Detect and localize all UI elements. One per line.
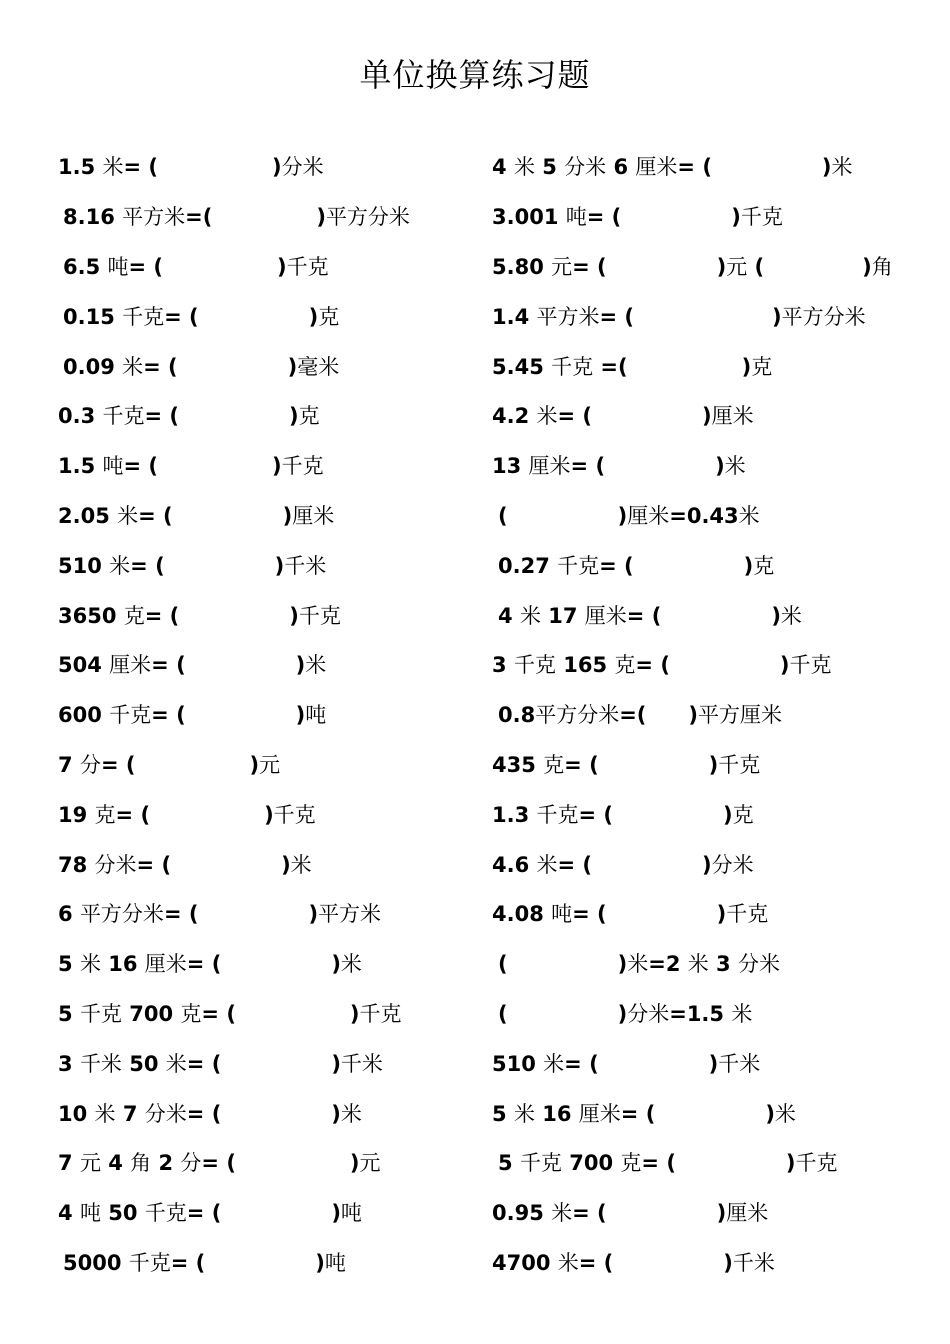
exercise-row bbox=[58, 1239, 478, 1289]
exercise-unit: )分米 bbox=[272, 155, 324, 180]
exercise-unit: )千克 bbox=[277, 254, 329, 279]
exercise-row bbox=[58, 492, 478, 542]
exercise-unit: )千克 bbox=[785, 1151, 838, 1176]
exercise-row bbox=[492, 392, 932, 442]
exercise-unit: )吨 bbox=[295, 703, 327, 728]
exercise-unit: )元 bbox=[349, 1151, 381, 1176]
exercise-unit: )米 bbox=[765, 1101, 796, 1126]
exercise-unit: )千米 bbox=[331, 1051, 383, 1076]
exercise-row bbox=[58, 193, 478, 243]
exercise-unit: )角 bbox=[862, 254, 893, 279]
exercise-prompt: 2.05 米= ( bbox=[58, 503, 173, 528]
exercise-unit: )千克 bbox=[349, 1001, 402, 1026]
exercise-prompt: 3 千米 50 米= ( bbox=[58, 1051, 222, 1076]
exercise-prompt: 5.80 元= ( bbox=[492, 254, 607, 279]
exercise-row bbox=[492, 591, 932, 641]
exercise-prompt: 0.3 千克= ( bbox=[58, 404, 180, 429]
exercise-unit: )克 bbox=[741, 354, 773, 379]
right-column bbox=[492, 143, 932, 1288]
exercise-prompt: 5000 千克= ( bbox=[63, 1250, 206, 1275]
exercise-prompt: 4 米 17 厘米= ( bbox=[498, 603, 662, 628]
exercise-unit: )厘米 bbox=[702, 404, 754, 429]
exercise-prompt: 78 分米= ( bbox=[58, 852, 172, 877]
exercise-unit: )米 bbox=[715, 454, 746, 479]
exercise-row bbox=[58, 1189, 478, 1239]
exercise-row bbox=[58, 840, 478, 890]
exercise-prompt: 4 米 5 分米 6 厘米= ( bbox=[492, 155, 712, 180]
exercise-prompt: 13 厘米= ( bbox=[492, 454, 606, 479]
exercise-prompt: 5.45 千克 =( bbox=[492, 354, 628, 379]
exercise-prompt: 435 克= ( bbox=[492, 752, 599, 777]
exercise-prompt: 600 千克= ( bbox=[58, 703, 186, 728]
exercise-prompt: 5 千克 700 克= ( bbox=[58, 1001, 236, 1026]
exercise-prompt: 510 米= ( bbox=[492, 1051, 599, 1076]
exercise-prompt: 1.5 米= ( bbox=[58, 155, 159, 180]
exercise-row bbox=[492, 492, 932, 542]
exercise-row bbox=[492, 193, 932, 243]
exercise-row bbox=[492, 940, 932, 990]
exercise-row bbox=[492, 1039, 932, 1089]
exercise-unit: )分米=1.5 米 bbox=[617, 1001, 753, 1026]
exercise-prompt: 10 米 7 分米= ( bbox=[58, 1101, 222, 1126]
exercise-prompt: 4.08 吨= ( bbox=[492, 902, 607, 927]
exercise-unit: )千米 bbox=[723, 1250, 775, 1275]
exercise-prompt: 6.5 吨= ( bbox=[63, 254, 164, 279]
exercise-unit: )米 bbox=[331, 952, 362, 977]
exercise-unit: )平方厘米 bbox=[688, 703, 783, 728]
exercise-row bbox=[58, 1139, 478, 1189]
page-title: 单位换算练习题 bbox=[359, 56, 591, 94]
exercise-prompt: 4.2 米= ( bbox=[492, 404, 593, 429]
exercise-unit: )千克 bbox=[779, 653, 832, 678]
exercise-prompt: 3.001 吨= ( bbox=[492, 205, 622, 230]
exercise-row bbox=[492, 1239, 932, 1289]
exercise-prompt: 7 元 4 角 2 分= ( bbox=[58, 1151, 236, 1176]
exercise-prompt: 4.6 米= ( bbox=[492, 852, 593, 877]
exercise-unit: )平方分米 bbox=[772, 304, 866, 329]
exercise-prompt: 504 厘米= ( bbox=[58, 653, 186, 678]
exercise-row bbox=[492, 790, 932, 840]
exercise-prompt: 5 千克 700 克= ( bbox=[498, 1151, 676, 1176]
exercise-row bbox=[58, 691, 478, 741]
exercise-unit: )克 bbox=[289, 404, 320, 429]
exercise-unit: )克 bbox=[723, 802, 754, 827]
exercise-row bbox=[58, 243, 478, 293]
exercise-prompt: 7 分= ( bbox=[58, 752, 136, 777]
exercise-row bbox=[58, 641, 478, 691]
exercise-prompt: 0.15 千克= ( bbox=[63, 304, 199, 329]
exercise-row bbox=[492, 691, 932, 741]
exercise-unit: )千克 bbox=[716, 902, 769, 927]
exercise-unit: )毫米 bbox=[287, 354, 340, 379]
exercise-row bbox=[58, 940, 478, 990]
exercise-unit: )平方米 bbox=[308, 902, 382, 927]
exercise-prompt: 8.16 平方米=( bbox=[63, 205, 213, 230]
exercise-unit: )厘米= bbox=[617, 503, 687, 528]
exercise-row bbox=[58, 143, 478, 193]
exercise-prompt: ( bbox=[498, 952, 508, 977]
exercise-unit: )米 bbox=[331, 1101, 362, 1126]
exercise-row bbox=[492, 1139, 932, 1189]
exercise-unit: )厘米 bbox=[282, 503, 335, 528]
exercise-row bbox=[492, 741, 932, 791]
left-column bbox=[58, 143, 478, 1288]
exercise-prompt: 3650 克= ( bbox=[58, 603, 180, 628]
exercise-row bbox=[492, 292, 932, 342]
exercise-row bbox=[492, 1089, 932, 1139]
exercise-unit: )米=2 米 3 分米 bbox=[617, 952, 780, 977]
exercise-prompt: 4 吨 50 千克= ( bbox=[58, 1201, 222, 1226]
exercise-prompt: 19 克= ( bbox=[58, 802, 151, 827]
exercise-unit: )吨 bbox=[315, 1250, 346, 1275]
exercise-unit: )千克 bbox=[264, 802, 316, 827]
exercise-unit: )米 bbox=[295, 653, 327, 678]
exercise-unit: )元 ( bbox=[716, 254, 765, 279]
exercise-row bbox=[58, 790, 478, 840]
exercise-row bbox=[492, 641, 932, 691]
exercise-prompt: 0.09 米= ( bbox=[63, 354, 178, 379]
exercise-row bbox=[492, 1189, 932, 1239]
exercise-unit: )厘米 bbox=[716, 1201, 769, 1226]
exercise-unit: )千米 bbox=[274, 553, 327, 578]
exercise-row bbox=[492, 243, 932, 293]
exercise-row bbox=[492, 840, 932, 890]
exercise-row bbox=[58, 1039, 478, 1089]
exercise-prompt: ( bbox=[498, 1001, 508, 1026]
exercise-row bbox=[492, 890, 932, 940]
exercise-row bbox=[58, 1089, 478, 1139]
exercise-prompt: 1.5 吨= ( bbox=[58, 454, 159, 479]
exercise-prompt: 6 平方分米= ( bbox=[58, 902, 199, 927]
exercise-unit: )千克 bbox=[731, 205, 783, 230]
exercise-unit: 米 bbox=[738, 503, 760, 528]
exercise-prompt: 4700 米= ( bbox=[492, 1250, 614, 1275]
exercise-prompt: 5 米 16 厘米= ( bbox=[58, 952, 222, 977]
exercise-prompt: 1.4 平方米= ( bbox=[492, 304, 635, 329]
exercise-unit: )克 bbox=[743, 553, 775, 578]
exercise-row bbox=[58, 541, 478, 591]
exercise-row bbox=[58, 741, 478, 791]
exercise-unit: )千克 bbox=[708, 752, 761, 777]
exercise-row bbox=[492, 442, 932, 492]
exercise-prompt: 0.8平方分米=( bbox=[498, 703, 647, 728]
exercise-prompt: 510 米= ( bbox=[58, 553, 165, 578]
exercise-prompt: 0.27 千克= ( bbox=[498, 553, 634, 578]
exercise-row bbox=[58, 990, 478, 1040]
exercise-row bbox=[492, 541, 932, 591]
exercise-row bbox=[492, 990, 932, 1040]
exercise-prompt: ( bbox=[498, 503, 508, 528]
exercise-row bbox=[58, 342, 478, 392]
exercise-row bbox=[58, 591, 478, 641]
exercise-unit: )米 bbox=[281, 852, 312, 877]
exercise-unit: )克 bbox=[308, 304, 340, 329]
exercise-unit: )千克 bbox=[272, 454, 324, 479]
exercise-unit: )元 bbox=[249, 752, 281, 777]
exercise-row bbox=[492, 342, 932, 392]
exercise-unit: )吨 bbox=[331, 1201, 362, 1226]
exercise-unit: )千克 bbox=[289, 603, 341, 628]
exercise-row bbox=[58, 442, 478, 492]
exercise-row bbox=[492, 143, 932, 193]
exercise-value: 0.43 bbox=[686, 503, 739, 528]
exercise-unit: )米 bbox=[771, 603, 802, 628]
exercise-prompt: 0.95 米= ( bbox=[492, 1201, 607, 1226]
exercise-unit: )分米 bbox=[702, 852, 754, 877]
exercise-unit: )平方分米 bbox=[316, 205, 410, 230]
exercise-prompt: 3 千克 165 克= ( bbox=[492, 653, 670, 678]
exercise-unit: )米 bbox=[821, 155, 853, 180]
exercise-prompt: 5 米 16 厘米= ( bbox=[492, 1101, 656, 1126]
exercise-row bbox=[58, 392, 478, 442]
exercise-row bbox=[58, 890, 478, 940]
exercise-prompt: 1.3 千克= ( bbox=[492, 802, 614, 827]
exercise-row bbox=[58, 292, 478, 342]
exercise-unit: )千米 bbox=[708, 1051, 761, 1076]
